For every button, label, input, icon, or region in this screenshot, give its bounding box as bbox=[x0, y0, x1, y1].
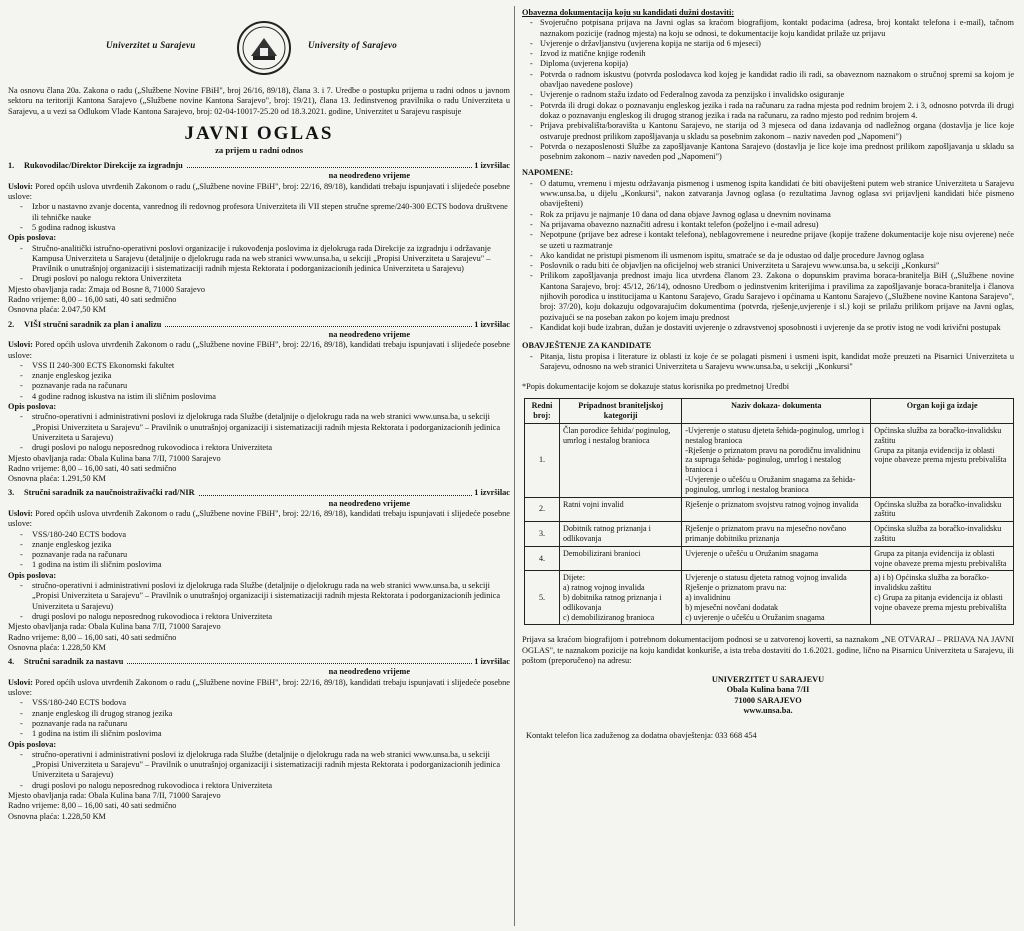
requirement-item: - znanje engleskog jezika bbox=[32, 540, 510, 550]
note-item: - Na prijavama obavezno naznačiti adresu i kontakt telefon (poželjno i e-mail adresu) bbox=[540, 220, 1014, 230]
conditions-paragraph bbox=[8, 509, 510, 530]
duty-item: - Drugi poslovi po nalogu rektora Univerziteta bbox=[32, 274, 510, 284]
candidate-notice-list bbox=[522, 352, 1014, 373]
conditions-text: Pored općih uslova utvrđenih Zakonom o radu („Službene novine FBiH", broj: 22/16, 89/18), kandidati trebaju ispunjavati i slijedeće posebne uslove: bbox=[8, 181, 510, 202]
document-item: - Uvjerenje o radnom stažu izdato od Federalnog zavoda za penzijsko i invalidsko osiguranje bbox=[540, 90, 1014, 100]
requirement-item: - znanje engleskog ili drugog stranog jezika bbox=[32, 709, 510, 719]
col-header-issuer: Organ koji ga izdaje bbox=[871, 399, 1014, 424]
duty-item: - Stručno-analitički istručno-operativni poslovi organizacije i rukovođenja poslovima iz djelokruga rada Direkcije za izgradnju i održavanje Kampusa Univerziteta u Sarajevu (detaljnije o djelokrugu rada na web stranici www.unsa.ba, u sekciji „Propisi Univerziteta u Sarajevu" – Pravilnik o unutrašnjoj organizaciji i sistematizaciji radnih mjesta Rektorata i podorganizacionih jedinica Univerziteta u Sarajevu) bbox=[32, 244, 510, 275]
table-row bbox=[525, 522, 1014, 547]
notes-list bbox=[522, 179, 1014, 333]
note-item: - Nepotpune (prijave bez adrese i kontakt telefona), neblagovremene i neuredne prijave (kopije tražene dokumentacije koje nisu ovjerene) neće se uzeti u razmatranje bbox=[540, 230, 1014, 251]
cell-number: 1. bbox=[525, 423, 560, 497]
duty-item: - drugi poslovi po nalogu neposrednog rukovodioca i rektora Univerziteta bbox=[32, 443, 510, 453]
cell-issuer: Grupa za pitanja evidencija iz oblasti vojne obaveze prema mjestu prebivališta bbox=[871, 546, 1014, 571]
position-duration: na neodređeno vrijeme bbox=[328, 498, 410, 508]
base-salary: Osnovna plaća: 1.228,50 KM bbox=[8, 811, 106, 821]
conditions-paragraph bbox=[8, 340, 510, 361]
working-hours: Radno vrijeme: 8,00 – 16,00 sati, 40 sati sedmično bbox=[8, 295, 177, 305]
table-row bbox=[525, 497, 1014, 522]
cell-document: Rješenje o priznatom svojstvu ratnog vojnog invalida bbox=[682, 497, 871, 522]
requirements-list bbox=[8, 202, 510, 233]
duty-item: - stručno-operativni i administrativni poslovi iz djelokruga rada Službe (detaljnije o djelokrugu rada na web stranici www.unsa.ba, u sekciji „Propisi Univerziteta u Sarajevu" – Pravilnik o unutrašnjoj organizaciji i sistematizaciji radnih mjesta Rektorata i podorganizacionih jedinica Univerziteta u Sarajevu) bbox=[32, 581, 510, 612]
duties-label: Opis poslova: bbox=[8, 233, 57, 243]
conditions-paragraph bbox=[8, 678, 510, 699]
requirement-item: - 4 godine radnog iskustva na istim ili sličnim poslovima bbox=[32, 392, 510, 402]
position-name: Stručni saradnik za nastavu bbox=[24, 657, 124, 667]
position-number: 2. bbox=[8, 319, 15, 329]
conditions-text: Pored općih uslova utvrđenih Zakonom o radu („Službene novine FBiH", broj: 22/16, 89/18), kandidati trebaju ispunjavati i slijedeće posebne uslove: bbox=[8, 677, 510, 698]
document-item: - Prijava prebivališta/boravišta u Kantonu Sarajevo, ne starija od 3 mjeseca od dana izdavanja od nadležnog organa (dostavlja je lice koje ostvaruje prednost prilikom zapošljavanja u skladu sa posebnim zakonom – naziv naveden pod „Napomeni") bbox=[540, 121, 1014, 142]
position-number: 4. bbox=[8, 657, 15, 667]
position-block bbox=[8, 657, 510, 822]
position-count: 1 izvršilac bbox=[474, 657, 510, 667]
position-duration: na neodređeno vrijeme bbox=[328, 667, 410, 677]
requirements-list bbox=[8, 361, 510, 402]
right-column bbox=[522, 8, 1014, 741]
address-web: www.unsa.ba. bbox=[743, 706, 793, 716]
docs-list bbox=[522, 18, 1014, 162]
requirement-item: - 1 godina na istim ili sličnim poslovima bbox=[32, 560, 510, 570]
document-item: - Potvrda o radnom iskustvu (potvrda poslodavca kod kojeg je kandidat radio ili radi, sa obaveznom naznakom o stručnoj spremi sa kojom je obavljao navedene poslove) bbox=[540, 70, 1014, 91]
position-heading bbox=[8, 320, 510, 330]
duty-item: - stručno-operativni i administrativni poslovi iz djelokruga rada Službe (detaljnije o djelokrugu rada na web stranici www.unsa.ba, u sekciji „Propisi Univerziteta u Sarajevu" – Pravilnik o unutrašnjoj organizaciji i sistematizaciji radnih mjesta Rektorata i podorganizacionih jedinica Univerziteta u Sarajevu) bbox=[32, 750, 510, 781]
requirement-item: - VSS/180-240 ECTS bodova bbox=[32, 698, 510, 708]
work-location: Mjesto obavljanja rada: Obala Kulina bana 7/II, 71000 Sarajevo bbox=[8, 622, 221, 632]
duties-list bbox=[8, 581, 510, 622]
cell-number: 5. bbox=[525, 571, 560, 625]
note-item: - Ako kandidat ne pristupi pismenom ili usmenom ispitu, smatraće se da je odustao od dalje procedure Javnog oglasa bbox=[540, 251, 1014, 261]
duties-list bbox=[8, 244, 510, 285]
conditions-paragraph bbox=[8, 182, 510, 203]
left-column bbox=[8, 8, 510, 822]
duties-label: Opis poslova: bbox=[8, 402, 57, 412]
position-duration: na neodređeno vrijeme bbox=[328, 329, 410, 339]
position-duration: na neodređeno vrijeme bbox=[328, 171, 410, 181]
duty-item: - drugi poslovi po nalogu neposrednog rukovodioca i rektora Univerziteta bbox=[32, 781, 510, 791]
document-item: - Svojeručno potpisana prijava na Javni oglas sa kraćom biografijom, kontakt podacima (adresa, broj kontakt telefona i e-mail), tačnom naznakom pozicije (radnog mjesta) na koju se odnosi, te dokumentacije koju kandidat prilaže uz prijavu bbox=[540, 18, 1014, 39]
position-heading bbox=[8, 488, 510, 498]
conditions-text: Pored općih uslova utvrđenih Zakonom o radu („Službene novine FBiH", broj: 22/16, 89/18), kandidati trebaju ispunjavati i slijedeće posebne uslove: bbox=[8, 340, 510, 360]
cell-number: 3. bbox=[525, 522, 560, 547]
base-salary: Osnovna plaća: 1.291,50 KM bbox=[8, 474, 106, 484]
document-item: - Uvjerenje o državljanstvu (uvjerena kopija ne starija od 6 mjeseci) bbox=[540, 39, 1014, 49]
conditions-label: Uslovi: bbox=[8, 340, 33, 350]
note-item: - Prilikom zapošljavanja prednost imaju lica utvrđena članom 23. Zakona o dopunskim pravima boraca-branitelja BiH („Službene novine Kantona Sarajevo, broj: 45/12, 26/14), odnosno Uredbom o jedinstvenim kriterijima i pravilima za zapošljavanje boraca-branitelja i članova njihovih porodica u institucijama u Kantonu Sarajevo, Gradu Sarajevo i općinama u Kantonu Sarajevo („Službene novine Kantona Sarajevo", broj: 37/20), koju dokazuju odgovarajućim dokumentima (potvrda, rješenje,uvjerenje i sl.) koji se prilažu prilikom prijave na Javni oglas, pozivajući se na poseban zakon po kojem imaju prednost bbox=[540, 271, 1014, 322]
note-item: - Poslovnik o radu biti će objavljen na oficijelnoj web stranici Univerziteta u Sarajevu www.unsa.ba, u sekciji „Konkursi" bbox=[540, 261, 1014, 271]
cell-document: Rješenje o priznatom pravu na mjesečno novčano primanje dobitniku priznanja bbox=[682, 522, 871, 547]
table-row bbox=[525, 423, 1014, 497]
cell-category: Demobilizirani branioci bbox=[560, 546, 682, 571]
dotted-leader bbox=[187, 161, 472, 168]
position-name: VIŠI stručni saradnik za plan i analizu bbox=[24, 319, 162, 329]
letterhead bbox=[8, 8, 510, 86]
cell-category: Član porodice šehida/ poginulog, umrlog i nestalog branioca bbox=[560, 423, 682, 497]
col-header-category: Pripadnost braniteljskoj kategoriji bbox=[560, 399, 682, 424]
requirement-item: - VSS II 240-300 ECTS Ekonomski fakultet bbox=[32, 361, 510, 371]
work-location: Mjesto obavljanja rada: Zmaja od Bosne 8, 71000 Sarajevo bbox=[8, 284, 206, 294]
intro-paragraph: Na osnovu člana 20a. Zakona o radu („Službene Novine FBiH", broj 26/16, 89/18), člana 3. i 7. Uredbe o postupku prijema u radni odnos u javnom sektoru na teritoriji Kantona Sarajevo („Službene novine Kantona Sarajevo", broj: 19/21), člana 13. Jedinstvenog pravilnika o radu Univerziteta u Sarajevu, a u vezi sa Odlukom Vlade Kantona Sarajevo, broj: 02-04-10017-25.20 od 18.3.2021. godine, Univerzitet u Sarajevu raspisuje bbox=[8, 86, 510, 116]
cell-document: -Uvjerenje o statusu djeteta šehida-poginulog, umrlog i nestalog branioca -Rješenje o priznatom pravu na porodičnu invalidninu za supruga šehida- poginulog, umrlog i nestalog branioca i -Uvjerenje o učešću u Oružanim snagama za šehida-poginulog, umrlog i nestalog branioca bbox=[682, 423, 871, 497]
position-block bbox=[8, 488, 510, 653]
table-body bbox=[525, 423, 1014, 624]
documentation-note: *Popis dokumentacije kojom se dokazuje status korisnika po predmetnoj Uredbi bbox=[522, 382, 790, 392]
table-row bbox=[525, 571, 1014, 625]
duties-label: Opis poslova: bbox=[8, 739, 57, 749]
requirement-item: - poznavanje rada na računaru bbox=[32, 381, 510, 391]
duties-label: Opis poslova: bbox=[8, 570, 57, 580]
position-name: Rukovodilac/Direktor Direkcije za izgradnju bbox=[24, 161, 183, 171]
cell-issuer: Općinska služba za boračko-invalidsku zaštitu bbox=[871, 497, 1014, 522]
table-header-row bbox=[525, 399, 1014, 424]
document-item: - Potvrda ili drugi dokaz o poznavanju engleskog jezika i rada na računaru za radna mjesta pod rednim brojem 2. i 3, odnosno potvrda ili drugi dokaz o poznavanju engleskog ili drugog stranog jezika i rada na računaru, za radno mjesto pod rednim brojem 4. bbox=[540, 101, 1014, 122]
cell-issuer: Općinska služba za boračko-invalidsku zaštitu bbox=[871, 522, 1014, 547]
cell-number: 4. bbox=[525, 546, 560, 571]
address-name: UNIVERZITET U SARAJEVU bbox=[711, 674, 825, 684]
position-name: Stručni saradnik za naučnoistraživački rad/NIR bbox=[24, 488, 195, 498]
address-street: Obala Kulina bana 7/II bbox=[726, 685, 810, 695]
closing-paragraph: Prijava sa kraćom biografijom i potrebnom dokumentacijom podnosi se u zatvorenoj koverti, sa naznakom „NE OTVARAJ – PRIJAVA NA JAVNI OGLAS", te naznakom pozicije na koju kandidat konkuriše, a ista treba dostaviti do 1.6.2021. godine, lično na Pisarnicu Univerziteta u Sarajevu, ili poštom (preporučeno) na adresu: bbox=[522, 635, 1014, 665]
dotted-leader bbox=[165, 320, 472, 327]
university-seal-icon bbox=[236, 20, 292, 76]
conditions-label: Uslovi: bbox=[8, 181, 33, 191]
position-block bbox=[8, 320, 510, 485]
base-salary: Osnovna plaća: 1.228,50 KM bbox=[8, 642, 106, 652]
position-number: 3. bbox=[8, 488, 15, 498]
university-name-english: University of Sarajevo bbox=[308, 40, 398, 50]
announcement-title: JAVNI OGLAS bbox=[184, 122, 334, 144]
working-hours: Radno vrijeme: 8,00 – 16,00 sati, 40 sati sedmično bbox=[8, 632, 177, 642]
docs-title: Obavezna dokumentacija koju su kandidati dužni dostaviti: bbox=[522, 8, 735, 17]
conditions-label: Uslovi: bbox=[8, 677, 33, 687]
col-header-number: Redni broj: bbox=[525, 399, 560, 424]
position-count: 1 izvršilac bbox=[474, 161, 510, 171]
university-name-local: Univerzitet u Sarajevu bbox=[106, 40, 196, 50]
position-heading bbox=[8, 161, 510, 171]
requirement-item: - poznavanje rada na računaru bbox=[32, 719, 510, 729]
note-item: - Rok za prijavu je najmanje 10 dana od dana objave Javnog oglasa u dnevnim novinama bbox=[540, 210, 1014, 220]
duties-list bbox=[8, 412, 510, 453]
conditions-label: Uslovi: bbox=[8, 508, 33, 518]
conditions-text: Pored općih uslova utvrđenih Zakonom o radu („Službene novine FBiH", broj: 22/16, 89/18), kandidati trebaju ispunjavati i slijedeće posebne uslove: bbox=[8, 508, 510, 529]
requirement-item: - Izbor u nastavno zvanje docenta, vanrednog ili redovnog profesora Univerziteta ili VII stepen stručne spreme/240-300 ECTS bodova društvene ili tehničke nauke bbox=[32, 202, 510, 223]
notes-title: NAPOMENE: bbox=[522, 168, 574, 178]
document-item: - Diploma (uvjerena kopija) bbox=[540, 59, 1014, 69]
cell-issuer: a) i b) Općinska služba za boračko-invalidsku zaštitu c) Grupa za pitanja evidencija iz oblasti vojne obaveze prema mjestu prebivališta bbox=[871, 571, 1014, 625]
working-hours: Radno vrijeme: 8,00 – 16,00 sati, 40 sati sedmično bbox=[8, 463, 177, 473]
duty-item: - drugi poslovi po nalogu neposrednog rukovodioca i rektora Univerziteta bbox=[32, 612, 510, 622]
document-item: - Izvod iz matične knjige rođenih bbox=[540, 49, 1014, 59]
note-item: - O datumu, vremenu i mjestu održavanja pismenog i usmenog ispita kandidati će biti obaviješteni putem web stranice Univerziteta u Sarajevu www.unsa.ba, u dijelu „Konkursi", nakon zatvaranja Javnog oglasa (o rezultatima Javnog oglasa svi prijavljeni kandidati biće pismeno obaviješteni) bbox=[540, 179, 1014, 210]
cell-document: Uvjerenje o učešću u Oružanim snagama bbox=[682, 546, 871, 571]
requirement-item: - VSS/180-240 ECTS bodova bbox=[32, 530, 510, 540]
notice-item: - Pitanja, listu propisa i literature iz oblasti iz koje će se polagati pismeni i usmeni ispit, kandidat može preuzeti na Pisarnici Univerziteta u Sarajevu, odnosno na web stranici Univerziteta u Sarajevu www.unsa.ba, u sekciji „Konkursi" bbox=[540, 352, 1014, 373]
position-count: 1 izvršilac bbox=[474, 319, 510, 329]
duties-list bbox=[8, 750, 510, 791]
col-header-document: Naziv dokaza- dokumenta bbox=[682, 399, 871, 424]
cell-category: Dijete: a) ratnog vojnog invalida b) dobitnika ratnog priznanja i odlikovanja c) demobiliziranog branioca bbox=[560, 571, 682, 625]
dotted-leader bbox=[199, 488, 473, 495]
position-block bbox=[8, 161, 510, 315]
announcement-subtitle: za prijem u radni odnos bbox=[215, 144, 303, 155]
cell-category: Dobitnik ratnog priznanja i odlikovanja bbox=[560, 522, 682, 547]
requirement-item: - znanje engleskog jezika bbox=[32, 371, 510, 381]
cell-number: 2. bbox=[525, 497, 560, 522]
veteran-status-table bbox=[524, 398, 1014, 625]
document-item: - Potvrda o nezaposlenosti Službe za zapošljavanje Kantona Sarajevo (dostavlja je lice koje ima prednost prilikom zapošljavanja u skladu sa posebnim zakonom – naziv naveden pod „Napomeni") bbox=[540, 142, 1014, 163]
position-number: 1. bbox=[8, 161, 15, 171]
candidate-notice-title: OBAVJEŠTENJE ZA KANDIDATE bbox=[522, 341, 652, 351]
postal-address bbox=[522, 675, 1014, 717]
position-heading bbox=[8, 657, 510, 667]
cell-document: Uvjerenje o statusu djeteta ratnog vojnog invalida Rješenje o priznatom pravu na: a) invalidninu b) mjesečni novčani dodatak c) uvjerenje o učešću u Oružanim snagama bbox=[682, 571, 871, 625]
requirements-list bbox=[8, 698, 510, 739]
working-hours: Radno vrijeme: 8,00 – 16,00 sati, 40 sati sedmično bbox=[8, 801, 177, 811]
cell-issuer: Općinska služba za boračko-invalidsku zaštitu Grupa za pitanja evidencija iz oblasti vojne obaveze prema mjestu prebivališta bbox=[871, 423, 1014, 497]
work-location: Mjesto obavljanja rada: Obala Kulina bana 7/II, 71000 Sarajevo bbox=[8, 453, 221, 463]
contact-phone: Kontakt telefon lica zaduženog za dodatna obavještenja: 033 668 454 bbox=[526, 730, 757, 740]
address-city: 71000 SARAJEVO bbox=[734, 695, 802, 705]
column-divider bbox=[514, 6, 515, 926]
requirements-list bbox=[8, 530, 510, 571]
table-row bbox=[525, 546, 1014, 571]
position-count: 1 izvršilac bbox=[474, 488, 510, 498]
duty-item: - stručno-operativni i administrativni poslovi iz djelokruga rada Službe (detaljnije o djelokrugu rada na web stranici www.unsa.ba, u sekciji „Propisi Univerziteta u Sarajevu" – Pravilnik o unutrašnjoj organizaciji i sistematizaciji radnih mjesta Rektorata i podorganizacionih jedinica Univerziteta u Sarajevu) bbox=[32, 412, 510, 443]
cell-category: Ratni vojni invalid bbox=[560, 497, 682, 522]
base-salary: Osnovna plaća: 2.047,50 KM bbox=[8, 305, 106, 315]
work-location: Mjesto obavljanja rada: Obala Kulina bana 7/II, 71000 Sarajevo bbox=[8, 791, 221, 800]
requirement-item: - 5 godina radnog iskustva bbox=[32, 223, 510, 233]
note-item: - Kandidat koji bude izabran, dužan je dostaviti uvjerenje o zdravstvenoj sposobnosti i uvjerenje da se protiv istog ne vodi krivični postupak bbox=[540, 323, 1014, 333]
dotted-leader bbox=[127, 657, 472, 664]
requirement-item: - 1 godina na istim ili sličnim poslovima bbox=[32, 729, 510, 739]
positions-list bbox=[8, 161, 510, 822]
requirement-item: - poznavanje rada na računaru bbox=[32, 550, 510, 560]
